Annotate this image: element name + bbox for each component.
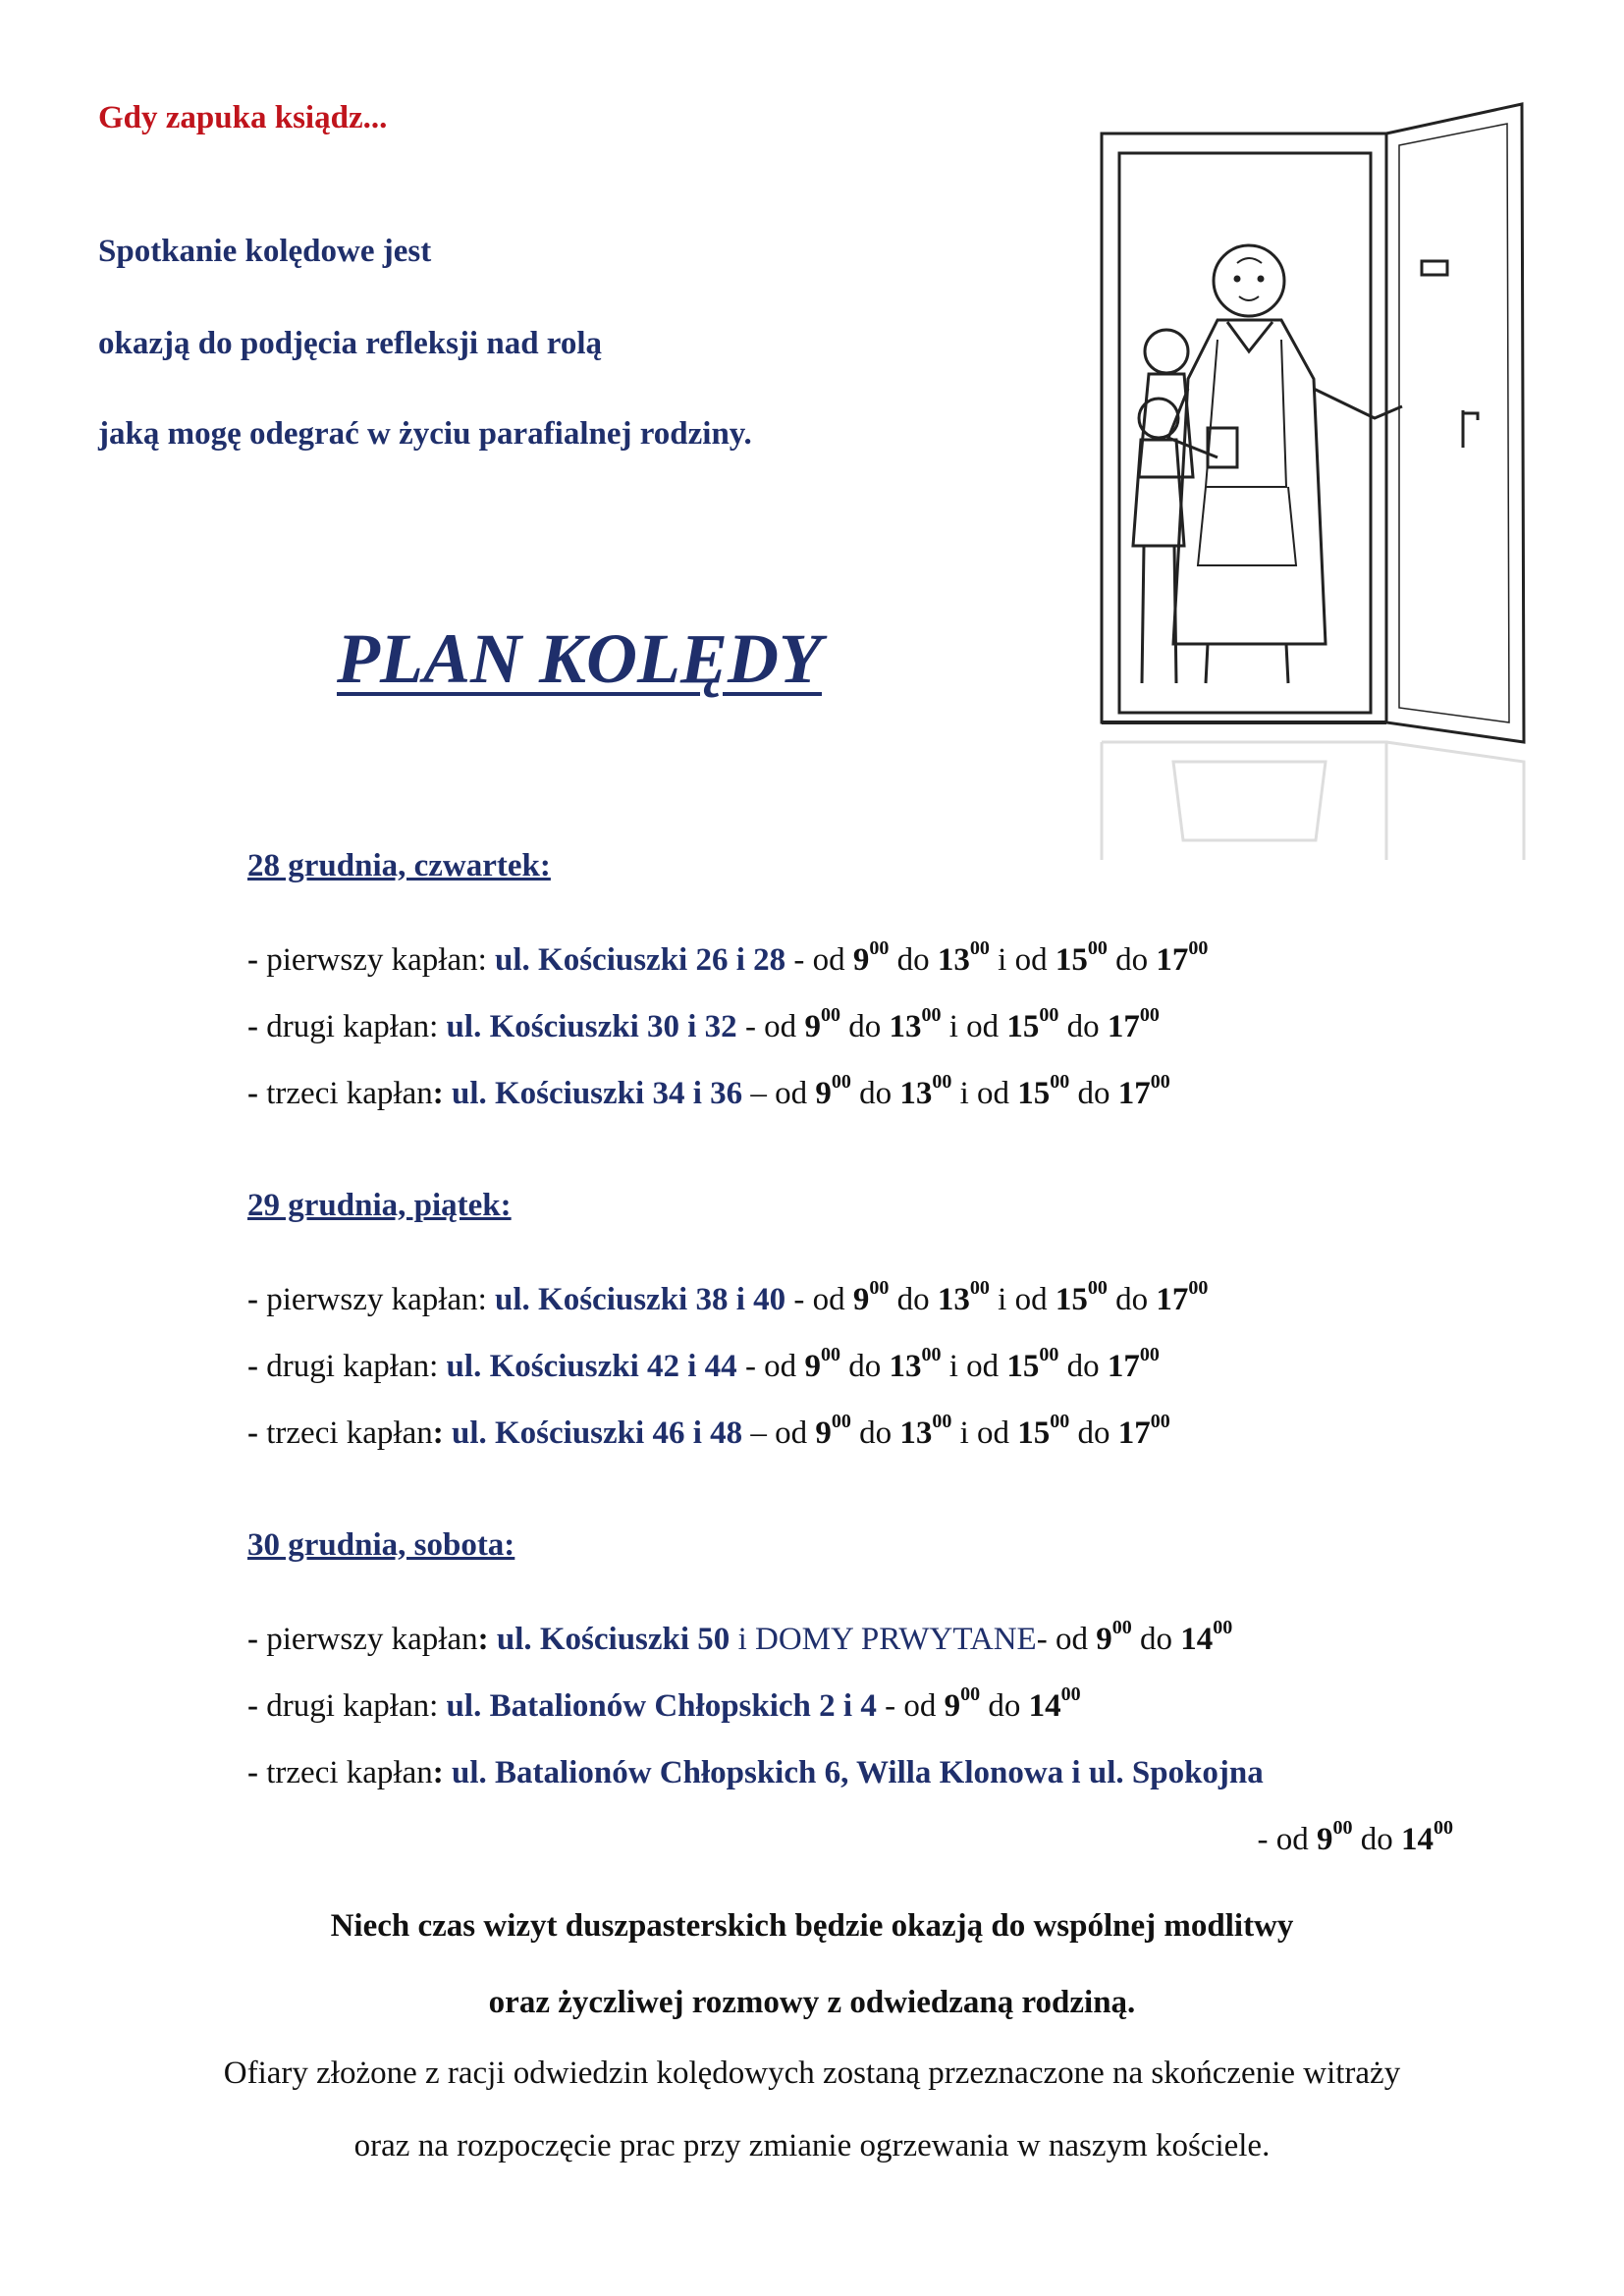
day-heading-30: 30 grudnia, sobota: xyxy=(247,1527,515,1563)
day-heading-28: 28 grudnia, czwartek: xyxy=(247,848,551,883)
street-name: ul. Kościuszki 50 xyxy=(496,1622,731,1657)
street-name: ul. Kościuszki 30 i 32 xyxy=(446,1009,737,1044)
schedule-line: - drugi kapłan: ul. Kościuszki 30 i 32 - od $9^{00}$ do $13^{00}$ i od $15^{00}$ do $17^{00}$ xyxy=(247,1004,1160,1044)
schedule-line: - pierwszy kapłan: ul. Kościuszki 50 i DOMY PRWYTANE- od $9^{00}$ do $14^{00}$ xyxy=(247,1617,1233,1657)
page-title: PLAN KOLĘDY xyxy=(337,619,822,698)
street-name: ul. Batalionów Chłopskich 2 i 4 xyxy=(446,1688,877,1724)
street-extra: i DOMY PRWYTANE xyxy=(730,1622,1037,1657)
schedule-line-continued: - od $9^{00}$ do $14^{00}$ xyxy=(1257,1817,1453,1857)
closing-line-1: Niech czas wizyt duszpasterskich będzie okazją do wspólnej modlitwy xyxy=(330,1908,1294,1944)
closing-line-2: oraz życzliwej rozmowy z odwiedzaną rodziną. xyxy=(488,1985,1136,2020)
priest-role: drugi kapłan: xyxy=(266,1009,439,1044)
street-name: ul. Kościuszki 38 i 40 xyxy=(495,1282,786,1317)
priest-role: pierwszy kapłan: xyxy=(266,1282,487,1317)
street-name: ul. Kościuszki 34 i 36 xyxy=(451,1076,743,1111)
schedule-line: - pierwszy kapłan: ul. Kościuszki 26 i 28 - od $9^{00}$ do $13^{00}$ i od $15^{00}$ do $17^{00}$ xyxy=(247,937,1209,978)
note-line-1: Ofiary złożone z racji odwiedzin kolędowych zostaną przeznaczone na skończenie witraży xyxy=(223,2056,1401,2091)
day-heading-29: 29 grudnia, piątek: xyxy=(247,1188,512,1223)
intro-line-1: Spotkanie kolędowe jest xyxy=(98,234,432,269)
priest-role: trzeci kapłan xyxy=(266,1076,433,1111)
schedule-line: - pierwszy kapłan: ul. Kościuszki 38 i 40 - od $9^{00}$ do $13^{00}$ i od $15^{00}$ do $17^{00}$ xyxy=(247,1277,1209,1317)
priest-role: trzeci kapłan xyxy=(266,1415,433,1451)
priest-role: pierwszy kapłan: xyxy=(266,942,487,978)
schedule-line: - trzeci kapłan: ul. Kościuszki 46 i 48 – od $9^{00}$ do $13^{00}$ i od $15^{00}$ do $17^{00}$ xyxy=(247,1411,1170,1451)
street-name: ul. Kościuszki 46 i 48 xyxy=(451,1415,743,1451)
header-title: Gdy zapuka ksiądz... xyxy=(98,100,388,135)
schedule-line: - drugi kapłan: ul. Batalionów Chłopskich 2 i 4 - od $9^{00}$ do $14^{00}$ xyxy=(247,1683,1081,1724)
schedule-line: - trzeci kapłan: ul. Kościuszki 34 i 36 – od $9^{00}$ do $13^{00}$ i od $15^{00}$ do $17^{00}$ xyxy=(247,1071,1170,1111)
schedule-line: - trzeci kapłan: ul. Batalionów Chłopskich 6, Willa Klonowa i ul. Spokojna xyxy=(247,1755,1264,1790)
schedule-line: - drugi kapłan: ul. Kościuszki 42 i 44 - od $9^{00}$ do $13^{00}$ i od $15^{00}$ do $17^{00}$ xyxy=(247,1344,1160,1384)
street-name: ul. Batalionów Chłopskich 6, Willa Klonowa i ul. Spokojna xyxy=(451,1755,1264,1790)
priest-at-door-illustration-icon xyxy=(1090,94,1542,880)
intro-line-3: jaką mogę odegrać w życiu parafialnej rodziny. xyxy=(98,416,752,452)
priest-role: drugi kapłan: xyxy=(266,1349,439,1384)
street-name: ul. Kościuszki 42 i 44 xyxy=(446,1349,737,1384)
street-name: ul. Kościuszki 26 i 28 xyxy=(495,942,786,978)
intro-line-2: okazją do podjęcia refleksji nad rolą xyxy=(98,326,603,361)
priest-role: pierwszy kapłan xyxy=(266,1622,478,1657)
priest-role: drugi kapłan: xyxy=(266,1688,439,1724)
priest-role: trzeci kapłan xyxy=(266,1755,433,1790)
note-line-2: oraz na rozpoczęcie prac przy zmianie ogrzewania w naszym kościele. xyxy=(353,2128,1271,2163)
